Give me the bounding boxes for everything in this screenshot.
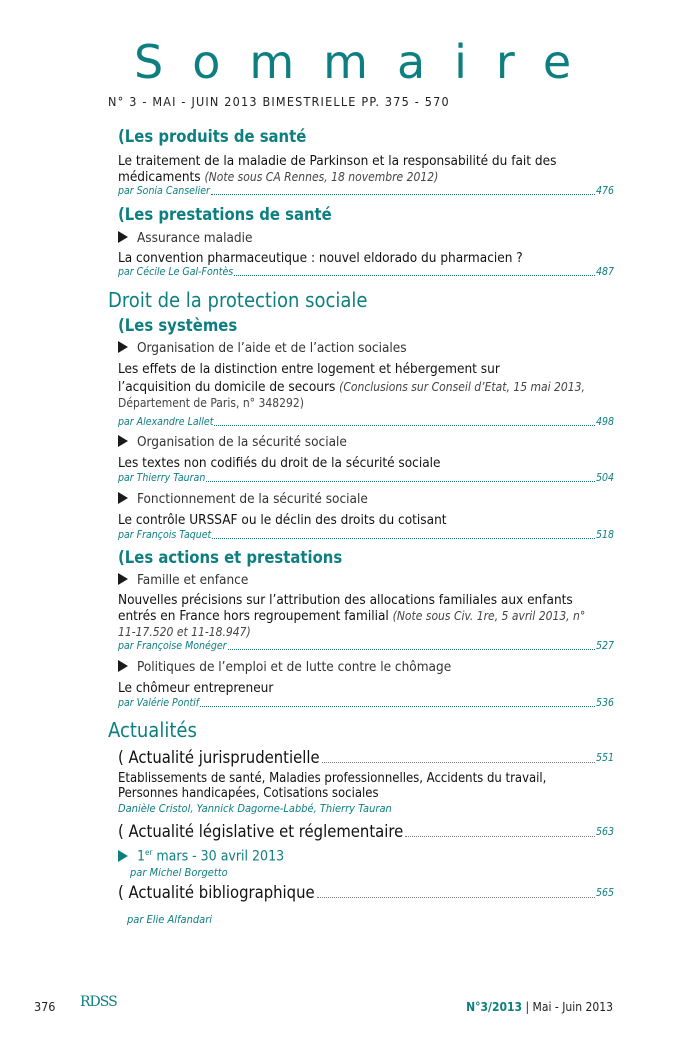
author: par Thierry Tauran (118, 472, 206, 484)
author: par Sonia Canselier (118, 185, 210, 197)
topics-line: Etablissements de santé, Maladies professionnelles, Accidents du travail, (118, 771, 547, 786)
subsection-securite-sociale-fonct (118, 491, 368, 508)
page-number[interactable]: 536 (595, 697, 614, 709)
part-heading-droit: Droit de la protection sociale (108, 288, 368, 312)
entry-label: ( Actualité législative et réglementaire (118, 822, 404, 841)
footer-page-number: 376 (34, 999, 56, 1014)
article-logement[interactable] (118, 361, 618, 411)
section-heading-actions: (Les actions et prestations (118, 548, 343, 567)
issue-line: N° 3 - MAI - JUIN 2013 BIMESTRIELLE PP. 375 - 570 (108, 94, 450, 109)
toc-entry-author (118, 529, 614, 542)
footer-issue (466, 1000, 613, 1014)
topics-line: Personnes handicapées, Cotisations sociales (118, 786, 379, 801)
toc-entry-legislative[interactable] (118, 822, 614, 842)
article-note-line: 11-17.520 et 11-18.947) (118, 625, 251, 639)
author: par Alexandre Lallet (118, 416, 214, 428)
page-number[interactable]: 518 (595, 529, 614, 541)
article-note: (Note sous Civ. 1re, 5 avril 2013, n° (392, 609, 586, 623)
jurisprudence-topics (118, 771, 546, 801)
period-sup: er (145, 848, 153, 857)
subsection-label: Politiques de l’emploi et de lutte contre le chômage (137, 659, 452, 675)
subsection-label: Famille et enfance (137, 572, 249, 588)
footer-separator: | (525, 1000, 530, 1014)
dot-leader (405, 836, 595, 837)
subsection-famille (118, 572, 248, 589)
toc-entry-author (118, 472, 614, 485)
article-parkinson[interactable] (118, 153, 618, 185)
page-title: Sommaire (134, 35, 601, 89)
jurisprudence-authors: Danièle Cristol, Yannick Dagorne-Labbé, Thierry Tauran (118, 802, 392, 815)
section-heading-systemes: (Les systèmes (118, 316, 238, 335)
page-number[interactable]: 565 (595, 887, 614, 899)
entry-label: ( Actualité bibliographique (118, 883, 315, 902)
article-textes-non-codifies[interactable]: Les textes non codifiés du droit de la sécurité sociale (118, 455, 441, 471)
dot-leader (214, 425, 595, 426)
subsection-label: Fonctionnement de la sécurité sociale (137, 491, 368, 507)
subsection-label: Assurance maladie (137, 230, 253, 246)
page-number[interactable]: 504 (595, 472, 614, 484)
article-title-line: entrés en France hors regroupement familial (118, 608, 389, 624)
dot-leader (322, 762, 595, 763)
author: par Cécile Le Gal-Fontès (118, 266, 234, 278)
toc-entry-jurisprudence[interactable] (118, 748, 614, 768)
dot-leader (206, 481, 595, 482)
period-rest: mars - 30 avril 2013 (152, 848, 285, 865)
toc-entry-author (118, 640, 614, 653)
article-chomeur[interactable]: Le chômeur entrepreneur (118, 680, 274, 696)
triangle-right-icon (118, 660, 128, 672)
triangle-right-icon (118, 573, 128, 585)
article-note: (Conclusions sur Conseil d’Etat, 15 mai 2013, (339, 380, 585, 394)
page-number[interactable]: 563 (595, 826, 614, 838)
subsection-label: Organisation de la sécurité sociale (137, 434, 347, 450)
dot-leader (200, 706, 595, 707)
rdss-logo: RDSS (80, 994, 117, 1010)
article-title-line: l’acquisition du domicile de secours (118, 379, 336, 395)
page-number[interactable]: 551 (595, 752, 614, 764)
dot-leader (234, 275, 595, 276)
triangle-right-icon (118, 231, 128, 243)
bibliographique-author: par Elie Alfandari (127, 913, 213, 926)
author: par Françoise Monéger (118, 640, 227, 652)
part-heading-actualites: Actualités (108, 718, 197, 742)
page-number[interactable]: 476 (595, 185, 614, 197)
triangle-right-icon (118, 492, 128, 504)
article-title-line: Les effets de la distinction entre logement et hébergement sur (118, 361, 500, 377)
footer-period: Mai - Juin 2013 (532, 1000, 613, 1014)
subsection-emploi (118, 659, 451, 676)
triangle-right-icon (118, 435, 128, 447)
dot-leader (317, 897, 595, 898)
dot-leader (211, 194, 595, 195)
subsection-securite-sociale-org (118, 434, 347, 451)
footer-issue-number: N°3/2013 (466, 1000, 523, 1014)
subsection-label: Organisation de l’aide et de l’action sociales (137, 340, 407, 356)
author: par Valérie Pontif (118, 697, 200, 709)
page-number[interactable]: 498 (595, 416, 614, 428)
entry-label: ( Actualité jurisprudentielle (118, 748, 320, 767)
article-title-line: Nouvelles précisions sur l’attribution des allocations familiales aux enfants (118, 592, 573, 608)
subsection-aide-sociale (118, 340, 407, 357)
article-convention[interactable]: La convention pharmaceutique : nouvel eldorado du pharmacien ? (118, 250, 523, 266)
toc-entry-bibliographique[interactable] (118, 883, 614, 903)
page-number[interactable]: 527 (595, 640, 614, 652)
author: par François Taquet (118, 529, 212, 541)
article-urssaf[interactable]: Le contrôle URSSAF ou le déclin des droits du cotisant (118, 512, 447, 528)
article-note: (Note sous CA Rennes, 18 novembre 2012) (204, 170, 439, 184)
period-day: 1 (137, 848, 146, 865)
toc-entry-author (118, 185, 614, 198)
section-heading-prestations: (Les prestations de santé (118, 205, 332, 224)
toc-entry-author (118, 416, 614, 429)
triangle-right-icon (118, 341, 128, 353)
section-heading-produits: (Les produits de santé (118, 127, 307, 146)
page-number[interactable]: 487 (595, 266, 614, 278)
legislative-period (118, 848, 284, 865)
dot-leader (228, 649, 595, 650)
subsection-assurance-maladie (118, 230, 252, 247)
triangle-right-icon (118, 850, 128, 862)
dot-leader (212, 538, 595, 539)
toc-entry-author (118, 266, 614, 279)
toc-entry-author (118, 697, 614, 710)
article-note-line: Département de Paris, n° 348292) (118, 396, 304, 410)
legislative-author: par Michel Borgetto (130, 866, 228, 879)
article-title: Le traitement de la maladie de Parkinson et la responsabilité du fait des médicaments (118, 153, 557, 185)
article-allocations[interactable] (118, 592, 618, 640)
